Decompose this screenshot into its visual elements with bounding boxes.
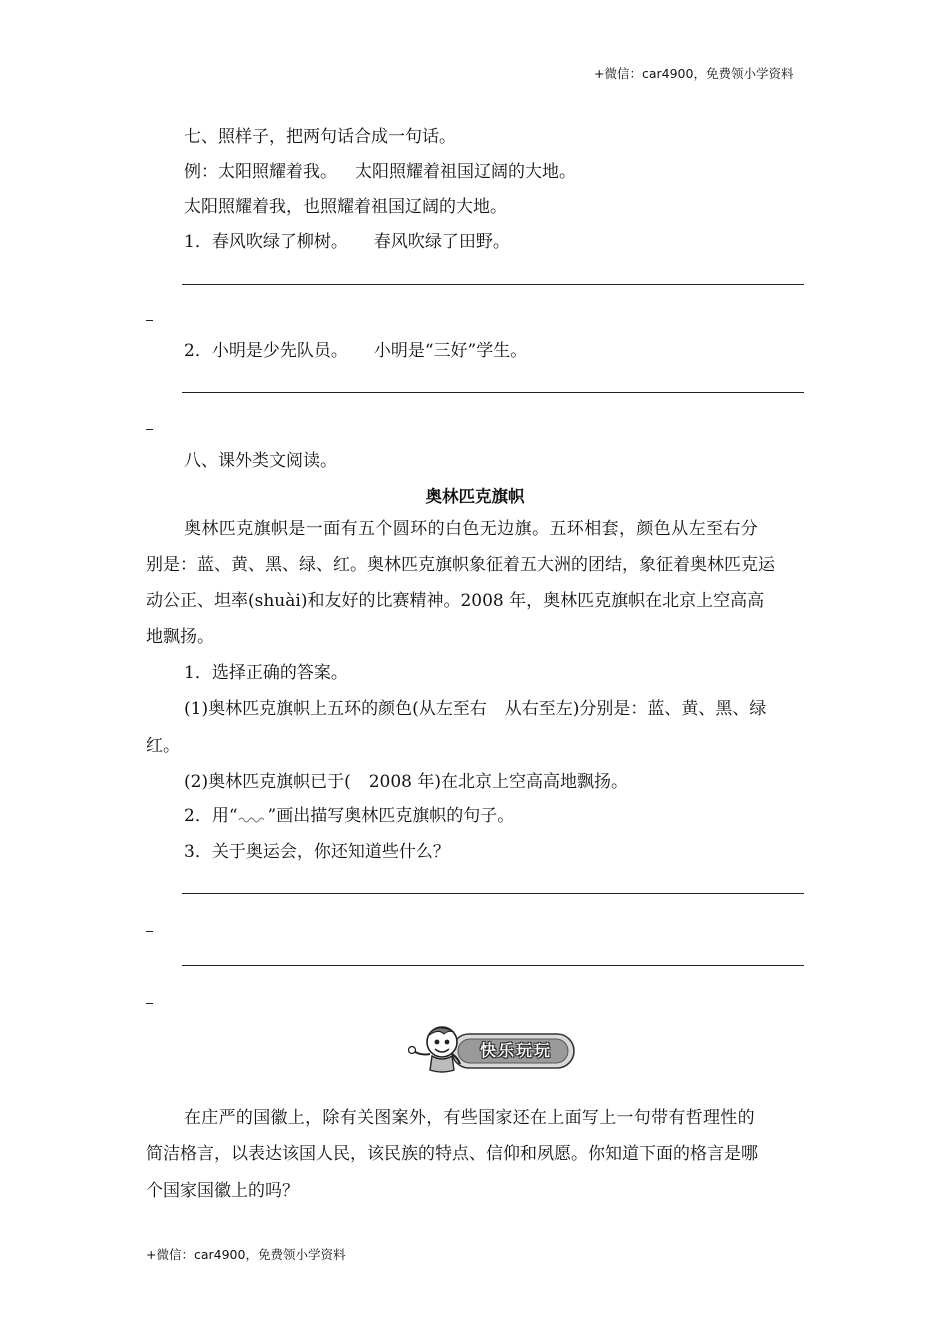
fun-badge	[408, 1020, 580, 1076]
fun-badge-label: 快乐玩玩	[479, 1041, 552, 1060]
passage-line-3: 动公正、坦率(shuài)和友好的比赛精神。2008 年，奥林匹克旗帜在北京上空高高	[146, 591, 765, 611]
section7-question-2	[184, 340, 527, 362]
q1-2-suffix: 2008 年)在北京上空高高地飘扬。	[368, 772, 629, 792]
q1-1-prefix: (1)奥林匹克旗帜上五环的颜色(从左至右	[184, 699, 487, 719]
fun-paragraph-line-2: 简洁格言，以表达该国人民，该民族的特点、信仰和夙愿。你知道下面的格言是哪	[146, 1144, 758, 1164]
passage-line-4: 地飘扬。	[146, 627, 214, 647]
answer-line-8-3b[interactable]	[182, 965, 804, 966]
answer-line-7-1-tail	[146, 320, 153, 321]
section7-title: 七、照样子，把两句话合成一句话。	[184, 127, 456, 147]
answer-line-8-3a[interactable]	[182, 893, 804, 894]
wavy-underline-icon	[238, 813, 268, 823]
answer-line-7-2-tail	[146, 429, 153, 430]
section7-example	[184, 161, 576, 183]
answer-line-7-1[interactable]	[182, 284, 804, 285]
footer-note: +微信：car4900，免费领小学资料	[146, 1247, 346, 1262]
section8-question-1-2	[184, 771, 628, 793]
section8-question-2	[184, 805, 514, 827]
q2-number: 2．	[184, 341, 212, 361]
q2-sentence-a: 小明是少先队员。	[211, 341, 348, 361]
q1-sentence-a: 春风吹绿了柳树。	[211, 232, 348, 252]
passage-title: 奥林匹克旗帜	[425, 487, 525, 506]
section8-question-3: 3．关于奥运会，你还知道些什么？	[184, 842, 450, 862]
answer-line-8-3b-tail	[146, 1003, 153, 1004]
answer-line-8-3a-tail	[146, 931, 153, 932]
section8-question-1: 1．选择正确的答案。	[184, 663, 348, 683]
section8-question-1-1-cont: 红。	[146, 736, 180, 756]
q2-suffix: ”画出描写奥林匹克旗帜的句子。	[267, 806, 515, 826]
q1-2-prefix: (2)奥林匹克旗帜已于(	[184, 772, 351, 792]
q2-sentence-b: 小明是“三好”学生。	[373, 341, 528, 361]
example-sentence-a: 太阳照耀着我。	[218, 162, 337, 182]
q1-sentence-b: 春风吹绿了田野。	[373, 232, 510, 252]
header-note: +微信：car4900，免费领小学资料	[594, 66, 794, 81]
answer-line-7-2[interactable]	[182, 392, 804, 393]
passage-line-2: 别是：蓝、黄、黑、绿、红。奥林匹克旗帜象征着五大洲的团结，象征着奥林匹克运	[146, 555, 775, 575]
q2-prefix: 2．用“	[184, 806, 238, 826]
section7-question-1	[184, 231, 510, 253]
fun-paragraph-line-1: 在庄严的国徽上，除有关图案外，有些国家还在上面写上一句带有哲理性的	[184, 1108, 755, 1128]
q1-1-option: 从右至左)分别是：蓝、黄、黑、绿	[504, 699, 767, 719]
example-label: 例：	[184, 162, 218, 182]
fun-paragraph-line-3: 个国家国徽上的吗？	[146, 1181, 299, 1201]
q1-number: 1．	[184, 232, 212, 252]
section8-question-1-1	[184, 698, 766, 720]
passage-line-1: 奥林匹克旗帜是一面有五个圆环的白色无边旗。五环相套，颜色从左至右分	[184, 519, 759, 539]
section7-example-result: 太阳照耀着我，也照耀着祖国辽阔的大地。	[184, 197, 507, 217]
example-sentence-b: 太阳照耀着祖国辽阔的大地。	[355, 162, 576, 182]
section8-title: 八、课外类文阅读。	[184, 451, 337, 471]
